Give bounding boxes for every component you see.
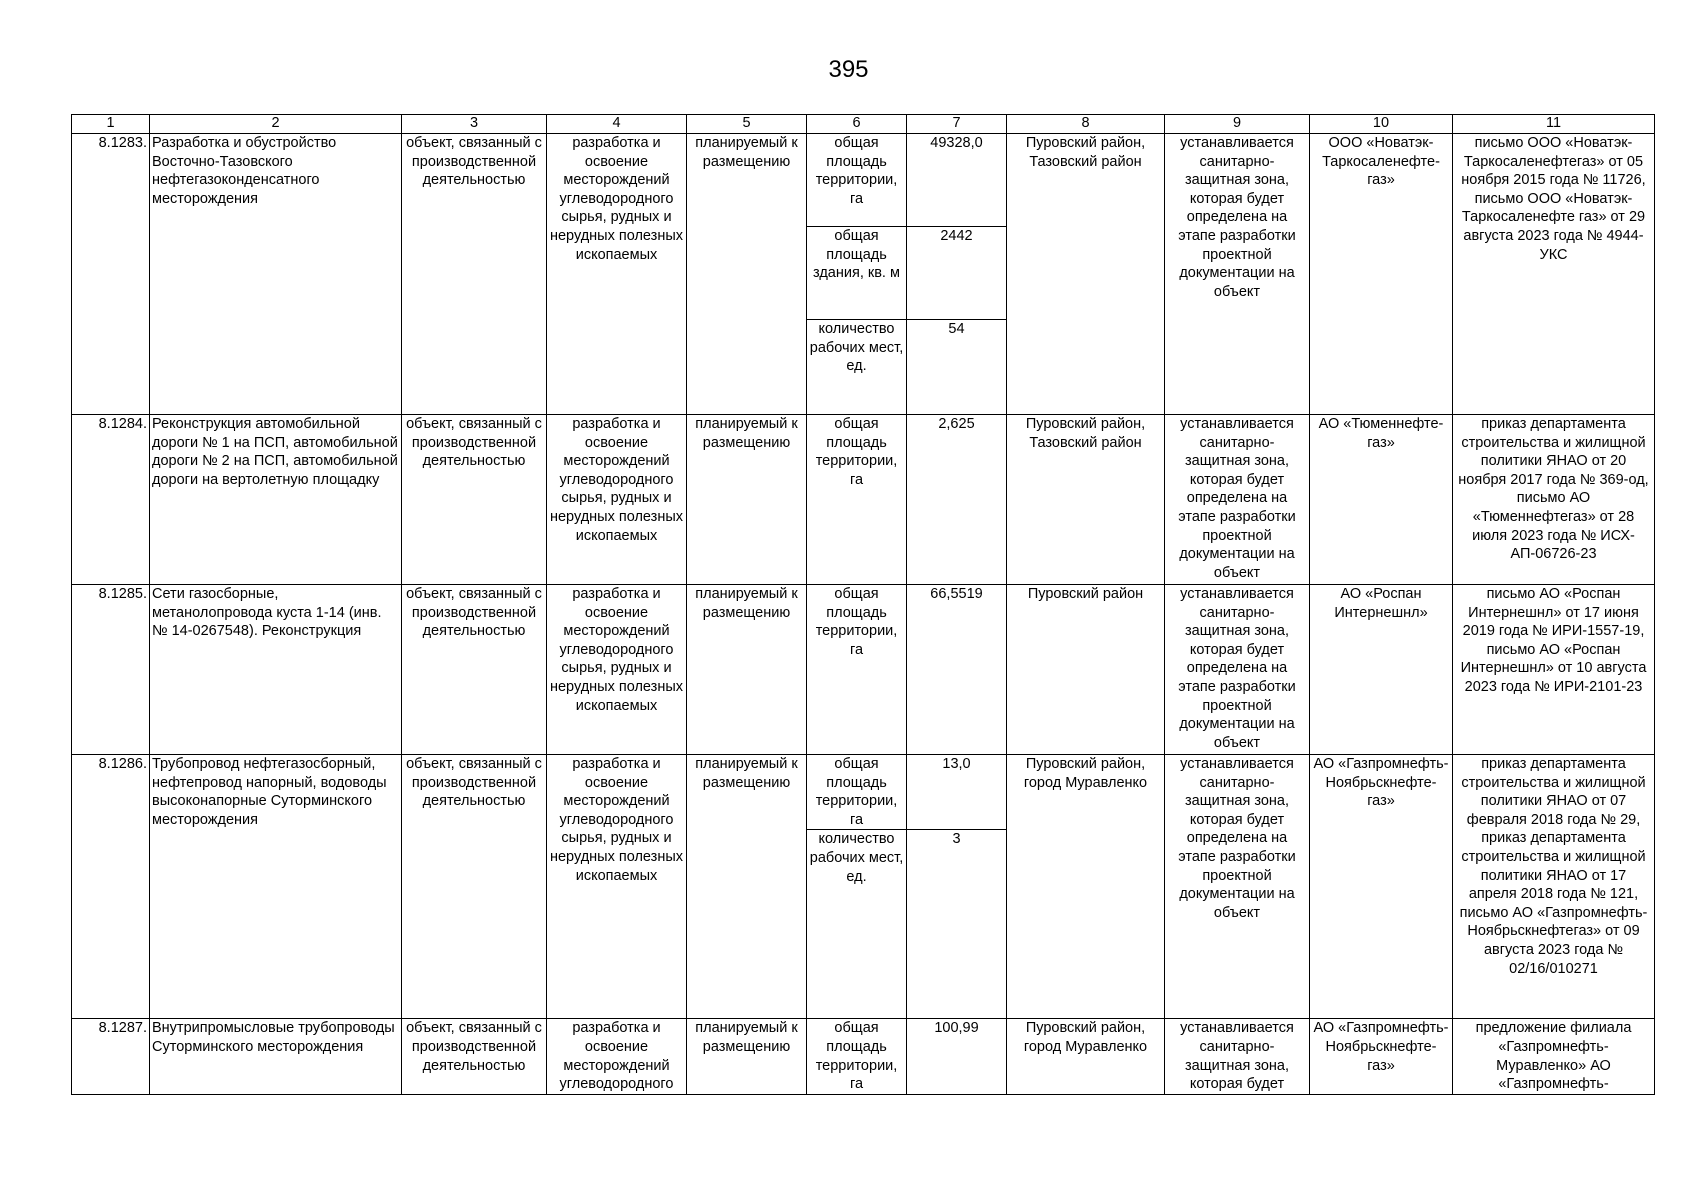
row-number: 8.1284. <box>72 415 150 585</box>
parameter-value: 66,5519 <box>907 585 1007 755</box>
protection-zone: устанавливается санитарно-защитная зона, которая будет <box>1165 1019 1310 1094</box>
basis-document: приказ департамента строительства и жилищной политики ЯНАО от 07 февраля 2018 года № 29, приказ департамента строительства и жилищной политики ЯНАО от 17 апреля 2018 года № 121, письмо АО «Газпромнефть-Ноябрьскнефтегаз» от 09 августа 2023 года № 02/16/010271 <box>1453 755 1655 1019</box>
object-owner: ООО «Новатэк-Таркосаленефте-газ» <box>1310 134 1453 415</box>
object-location: Пуровский район <box>1007 585 1165 755</box>
protection-zone: устанавливается санитарно-защитная зона, которая будет определена на этапе разработки проектной документации на объект <box>1165 755 1310 1019</box>
object-status: планируемый к размещению <box>687 134 807 415</box>
object-name: Трубопровод нефтегазосборный, нефтепровод напорный, водоводы высоконапорные Суторминского месторождения <box>150 755 402 1019</box>
protection-zone: устанавливается санитарно-защитная зона, которая будет определена на этапе разработки проектной документации на объект <box>1165 134 1310 415</box>
basis-document: приказ департамента строительства и жилищной политики ЯНАО от 20 ноября 2017 года № 369-од, письмо АО «Тюменнефтегаз» от 28 июля 2023 года № ИСХ-АП-06726-23 <box>1453 415 1655 585</box>
basis-document: предложение филиала «Газпромнефть-Муравленко» АО «Газпромнефть- <box>1453 1019 1655 1094</box>
parameter-value: 49328,0 <box>907 134 1007 227</box>
object-status: планируемый к размещению <box>687 755 807 1019</box>
column-number-9: 9 <box>1165 115 1310 134</box>
object-owner: АО «Тюменнефте-газ» <box>1310 415 1453 585</box>
table-row <box>72 1019 1655 1094</box>
object-type: объект, связанный с производственной деятельностью <box>402 1019 547 1094</box>
column-number-10: 10 <box>1310 115 1453 134</box>
column-number-3: 3 <box>402 115 547 134</box>
column-number-5: 5 <box>687 115 807 134</box>
basis-document: письмо АО «Роспан Интернешнл» от 17 июня 2019 года № ИРИ-1557-19, письмо АО «Роспан Интернешнл» от 10 августа 2023 года № ИРИ-2101-23 <box>1453 585 1655 755</box>
basis-document: письмо ООО «Новатэк-Таркосаленефтегаз» от 05 ноября 2015 года № 11726, письмо ООО «Новатэк-Таркосаленефте газ» от 29 августа 2023 года № 4944-УКС <box>1453 134 1655 415</box>
column-number-11: 11 <box>1453 115 1655 134</box>
object-status: планируемый к размещению <box>687 415 807 585</box>
object-name: Реконструкция автомобильной дороги № 1 на ПСП, автомобильной дороги № 2 на ПСП, автомобильной дороги на вертолетную площадку <box>150 415 402 585</box>
object-type: объект, связанный с производственной деятельностью <box>402 134 547 415</box>
parameter-label: общая площадь территории, га <box>807 415 907 585</box>
parameter-value: 3 <box>907 830 1007 1019</box>
parameter-value: 2442 <box>907 227 1007 320</box>
parameter-label: общая площадь здания, кв. м <box>807 227 907 320</box>
object-name: Сети газосборные, метанолопровода куста 1-14 (инв. № 14-0267548). Реконструкция <box>150 585 402 755</box>
object-purpose: разработка и освоение месторождений углеводородного сырья, рудных и нерудных полезных ископаемых <box>547 134 687 415</box>
column-number-4: 4 <box>547 115 687 134</box>
parameter-label: количество рабочих мест, ед. <box>807 830 907 1019</box>
object-location: Пуровский район, Тазовский район <box>1007 415 1165 585</box>
object-name: Внутрипромысловые трубопроводы Суторминского месторождения <box>150 1019 402 1094</box>
object-purpose: разработка и освоение месторождений углеводородного <box>547 1019 687 1094</box>
table-row <box>72 585 1655 755</box>
column-number-7: 7 <box>907 115 1007 134</box>
object-location: Пуровский район, город Муравленко <box>1007 1019 1165 1094</box>
objects-table <box>71 114 1655 1095</box>
object-type: объект, связанный с производственной деятельностью <box>402 585 547 755</box>
table-row <box>72 134 1655 227</box>
parameter-label: общая площадь территории, га <box>807 1019 907 1094</box>
column-number-2: 2 <box>150 115 402 134</box>
row-number: 8.1285. <box>72 585 150 755</box>
parameter-label: общая площадь территории, га <box>807 755 907 830</box>
parameter-value: 2,625 <box>907 415 1007 585</box>
object-type: объект, связанный с производственной деятельностью <box>402 415 547 585</box>
object-purpose: разработка и освоение месторождений углеводородного сырья, рудных и нерудных полезных ископаемых <box>547 585 687 755</box>
parameter-label: общая площадь территории, га <box>807 585 907 755</box>
object-status: планируемый к размещению <box>687 1019 807 1094</box>
table-row <box>72 755 1655 830</box>
object-owner: АО «Роспан Интернешнл» <box>1310 585 1453 755</box>
row-number: 8.1283. <box>72 134 150 415</box>
object-type: объект, связанный с производственной деятельностью <box>402 755 547 1019</box>
parameter-label: количество рабочих мест, ед. <box>807 320 907 415</box>
page-number: 395 <box>828 56 869 83</box>
row-number: 8.1287. <box>72 1019 150 1094</box>
object-location: Пуровский район, Тазовский район <box>1007 134 1165 415</box>
parameter-value: 54 <box>907 320 1007 415</box>
parameter-value: 13,0 <box>907 755 1007 830</box>
column-number-1: 1 <box>72 115 150 134</box>
object-name: Разработка и обустройство Восточно-Тазовского нефтегазоконденсатного месторождения <box>150 134 402 415</box>
object-location: Пуровский район, город Муравленко <box>1007 755 1165 1019</box>
protection-zone: устанавливается санитарно-защитная зона, которая будет определена на этапе разработки проектной документации на объект <box>1165 415 1310 585</box>
object-purpose: разработка и освоение месторождений углеводородного сырья, рудных и нерудных полезных ископаемых <box>547 415 687 585</box>
parameter-value: 100,99 <box>907 1019 1007 1094</box>
object-status: планируемый к размещению <box>687 585 807 755</box>
protection-zone: устанавливается санитарно-защитная зона, которая будет определена на этапе разработки проектной документации на объект <box>1165 585 1310 755</box>
object-owner: АО «Газпромнефть-Ноябрьскнефте-газ» <box>1310 755 1453 1019</box>
object-owner: АО «Газпромнефть-Ноябрьскнефте-газ» <box>1310 1019 1453 1094</box>
table-header-row <box>72 115 1655 134</box>
column-number-8: 8 <box>1007 115 1165 134</box>
parameter-label: общая площадь территории, га <box>807 134 907 227</box>
table-row <box>72 415 1655 585</box>
row-number: 8.1286. <box>72 755 150 1019</box>
column-number-6: 6 <box>807 115 907 134</box>
object-purpose: разработка и освоение месторождений углеводородного сырья, рудных и нерудных полезных ископаемых <box>547 755 687 1019</box>
